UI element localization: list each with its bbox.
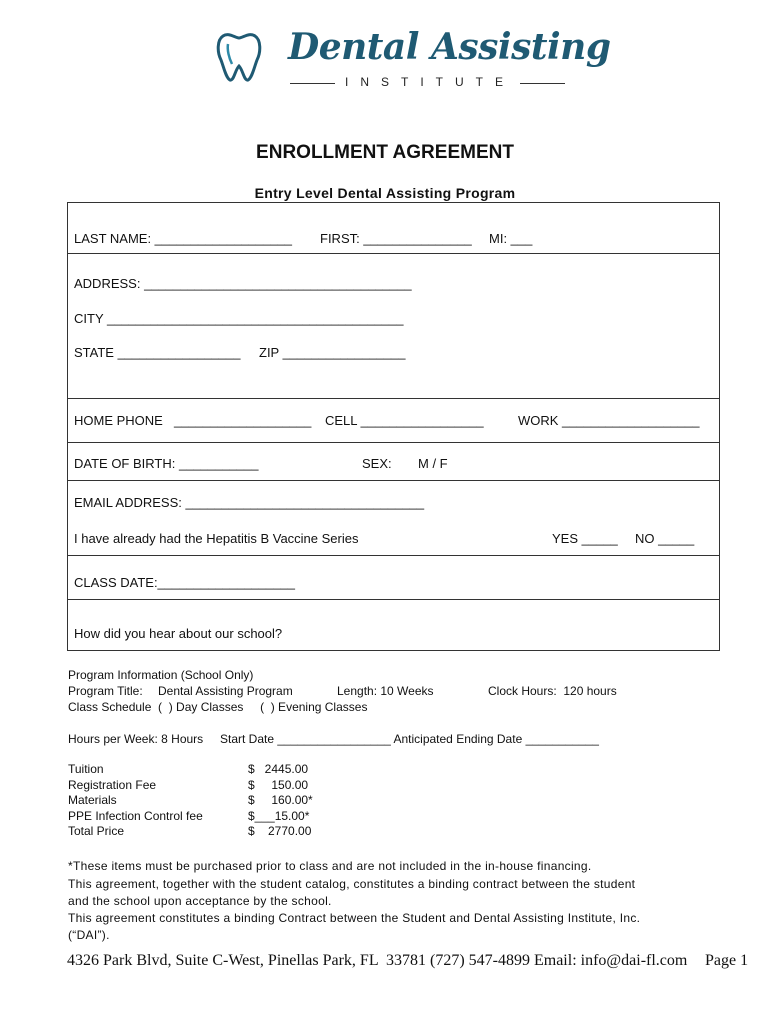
home-phone-label: HOME PHONE xyxy=(74,413,163,428)
address-field[interactable]: ADDRESS: _____________________________________ xyxy=(74,276,412,291)
logo-subtitle: INSTITUTE xyxy=(345,75,515,89)
email-field[interactable]: EMAIL ADDRESS: _________________________________ xyxy=(74,495,425,510)
work-field[interactable]: WORK ___________________ xyxy=(518,413,700,428)
page-number: Page 1 xyxy=(705,952,749,969)
note-line-1: *These items must be purchased prior to class and are not included in the in-house financing. xyxy=(68,859,592,873)
fee-label: Materials xyxy=(68,793,117,807)
program-title-label: Program Title: xyxy=(68,684,143,698)
state-field[interactable]: STATE _________________ xyxy=(74,345,241,360)
fee-amount: $ 160.00* xyxy=(248,793,313,807)
sex-label: SEX: xyxy=(362,456,392,471)
fee-amount: $___15.00* xyxy=(248,808,310,823)
hepatitis-yes-field[interactable]: YES _____ xyxy=(552,531,618,546)
sex-options[interactable]: M / F xyxy=(418,456,448,471)
fee-label: PPE Infection Control fee xyxy=(68,808,203,823)
middle-initial-field[interactable]: MI: ___ xyxy=(489,231,533,246)
home-phone-field[interactable]: ___________________ xyxy=(174,413,312,428)
name-section xyxy=(67,202,720,254)
page-title: ENROLLMENT AGREEMENT xyxy=(256,142,514,163)
class-schedule-options[interactable]: Class Schedule ( ) Day Classes ( ) Evening Classes xyxy=(68,700,368,714)
program-info-heading: Program Information (School Only) xyxy=(68,668,254,682)
note-line-5: (“DAI”). xyxy=(68,928,110,942)
last-name-field[interactable]: LAST NAME: ___________________ xyxy=(74,231,293,246)
zip-field[interactable]: ZIP _________________ xyxy=(259,345,406,360)
cell-field[interactable]: CELL _________________ xyxy=(325,413,484,428)
fee-amount: $ 2770.00 xyxy=(248,824,312,838)
start-end-date-field[interactable]: Start Date _________________ Anticipated Ending Date ___________ xyxy=(220,732,599,746)
note-line-3: and the school upon acceptance by the school. xyxy=(68,894,332,908)
program-clock-hours: Clock Hours: 120 hours xyxy=(488,684,617,698)
logo-wordmark: Dental Assisting xyxy=(288,26,611,68)
fee-label: Tuition xyxy=(68,762,104,776)
dob-field[interactable]: DATE OF BIRTH: ___________ xyxy=(74,456,259,471)
logo-rule-left xyxy=(290,83,335,84)
note-line-2: This agreement, together with the student catalog, constitutes a binding contract between the student xyxy=(68,877,636,891)
hours-per-week: Hours per Week: 8 Hours xyxy=(68,732,204,746)
hepatitis-no-field[interactable]: NO _____ xyxy=(635,531,695,546)
referral-section xyxy=(67,599,720,651)
fee-amount: $ 150.00 xyxy=(248,777,309,792)
address-section xyxy=(67,253,720,399)
program-length: Length: 10 Weeks xyxy=(337,684,434,698)
hepatitis-question: I have already had the Hepatitis B Vaccine Series xyxy=(74,531,359,546)
fee-label: Registration Fee xyxy=(68,777,157,792)
tooth-logo-icon xyxy=(215,30,263,84)
class-date-field[interactable]: CLASS DATE:___________________ xyxy=(74,575,295,590)
fee-amount: $ 2445.00 xyxy=(248,762,309,776)
note-line-4: This agreement constitutes a binding Contract between the Student and Dental Assisting Institute, Inc. xyxy=(68,911,641,925)
logo-rule-right xyxy=(520,83,565,84)
first-name-field[interactable]: FIRST: _______________ xyxy=(320,231,472,246)
footer-address: 4326 Park Blvd, Suite C-West, Pinellas Park, FL 33781 (727) 547-4899 Email: info@dai-fl.com xyxy=(67,952,688,969)
program-title-value: Dental Assisting Program xyxy=(158,684,293,698)
city-field[interactable]: CITY _________________________________________ xyxy=(74,311,404,326)
referral-question[interactable]: How did you hear about our school? xyxy=(74,626,283,641)
page-subtitle: Entry Level Dental Assisting Program xyxy=(254,185,516,201)
fee-label: Total Price xyxy=(68,824,125,838)
